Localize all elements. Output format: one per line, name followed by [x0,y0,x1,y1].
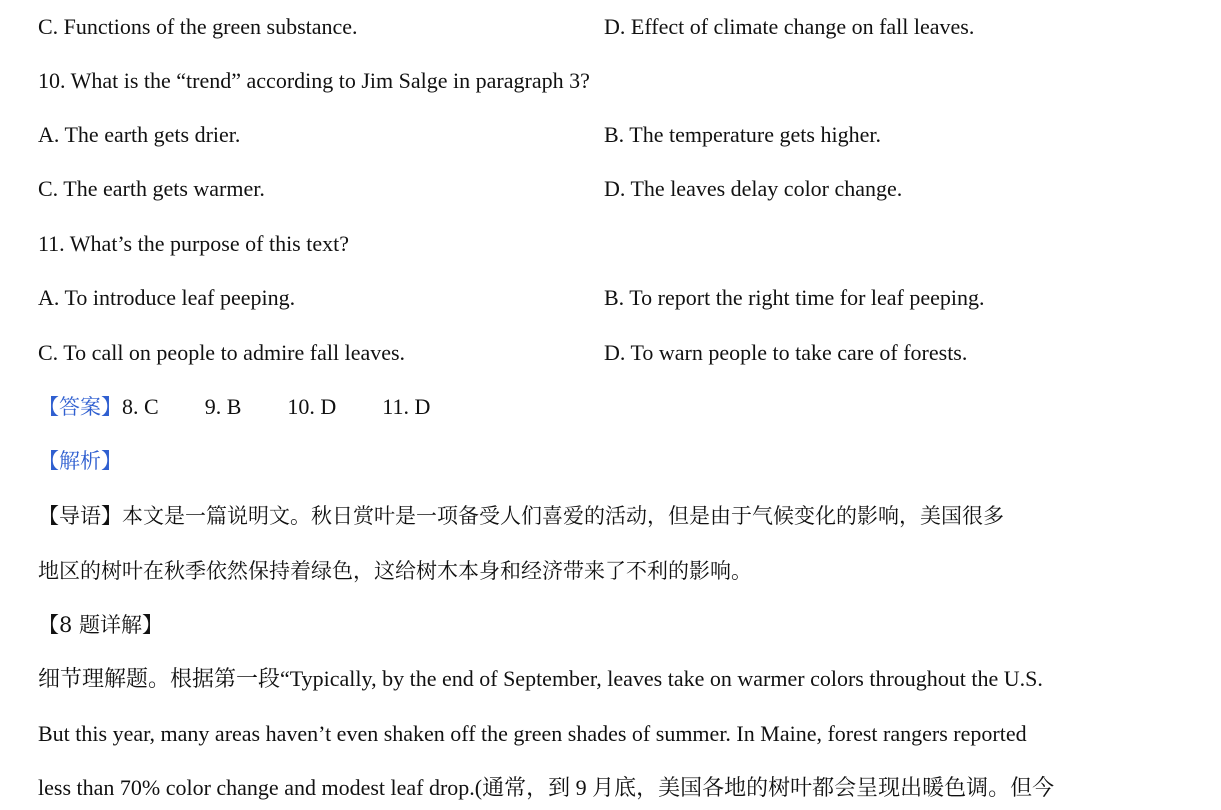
analysis-label: 【解析】 [38,449,122,473]
q9-option-d: D. Effect of climate change on fall leaves. [604,14,975,39]
q11-option-c: C. To call on people to admire fall leaves. [38,340,406,365]
q9-option-c: C. Functions of the green substance. [38,14,358,39]
answer-item: 9. B [204,394,242,419]
q11-question: 11. What’s the purpose of this text? [38,231,349,256]
q11-option-a: A. To introduce leaf peeping. [38,285,296,310]
detail8-line-2: But this year, many areas haven’t even shaken off the green shades of summer. In Maine, forest rangers reported [38,721,1027,746]
q10-option-b: B. The temperature gets higher. [604,122,881,147]
answer-label: 【答案】 [38,395,122,419]
detail8-line-1: 细节理解题。根据第一段“Typically, by the end of September, leaves take on warmer colors throughout the U.S. [38,666,1043,691]
answer-item: 11. D [382,394,431,419]
detail8-line-3: less than 70% color change and modest leaf drop.(通常，到 9 月底，美国各地的树叶都会呈现出暖色调。但今 [38,775,1055,800]
guide-line-2: 地区的树叶在秋季依然保持着绿色，这给树木本身和经济带来了不利的影响。 [38,559,752,583]
q11-option-d: D. To warn people to take care of forests. [604,340,968,365]
q10-option-d: D. The leaves delay color change. [604,176,903,201]
answer-item: 10. D [287,394,337,419]
q11-option-b: B. To report the right time for leaf peeping. [604,285,985,310]
answer-item: 8. C [122,394,159,419]
q10-option-a: A. The earth gets drier. [38,122,241,147]
detail8-heading: 【8 题详解】 [38,613,164,637]
q10-option-c: C. The earth gets warmer. [38,176,265,201]
guide-line-1: 【导语】本文是一篇说明文。秋日赏叶是一项备受人们喜爱的活动，但是由于气候变化的影响，美国很多 [38,504,1004,528]
answer-line [38,392,430,422]
q10-question: 10. What is the “trend” according to Jim Salge in paragraph 3? [38,68,590,93]
